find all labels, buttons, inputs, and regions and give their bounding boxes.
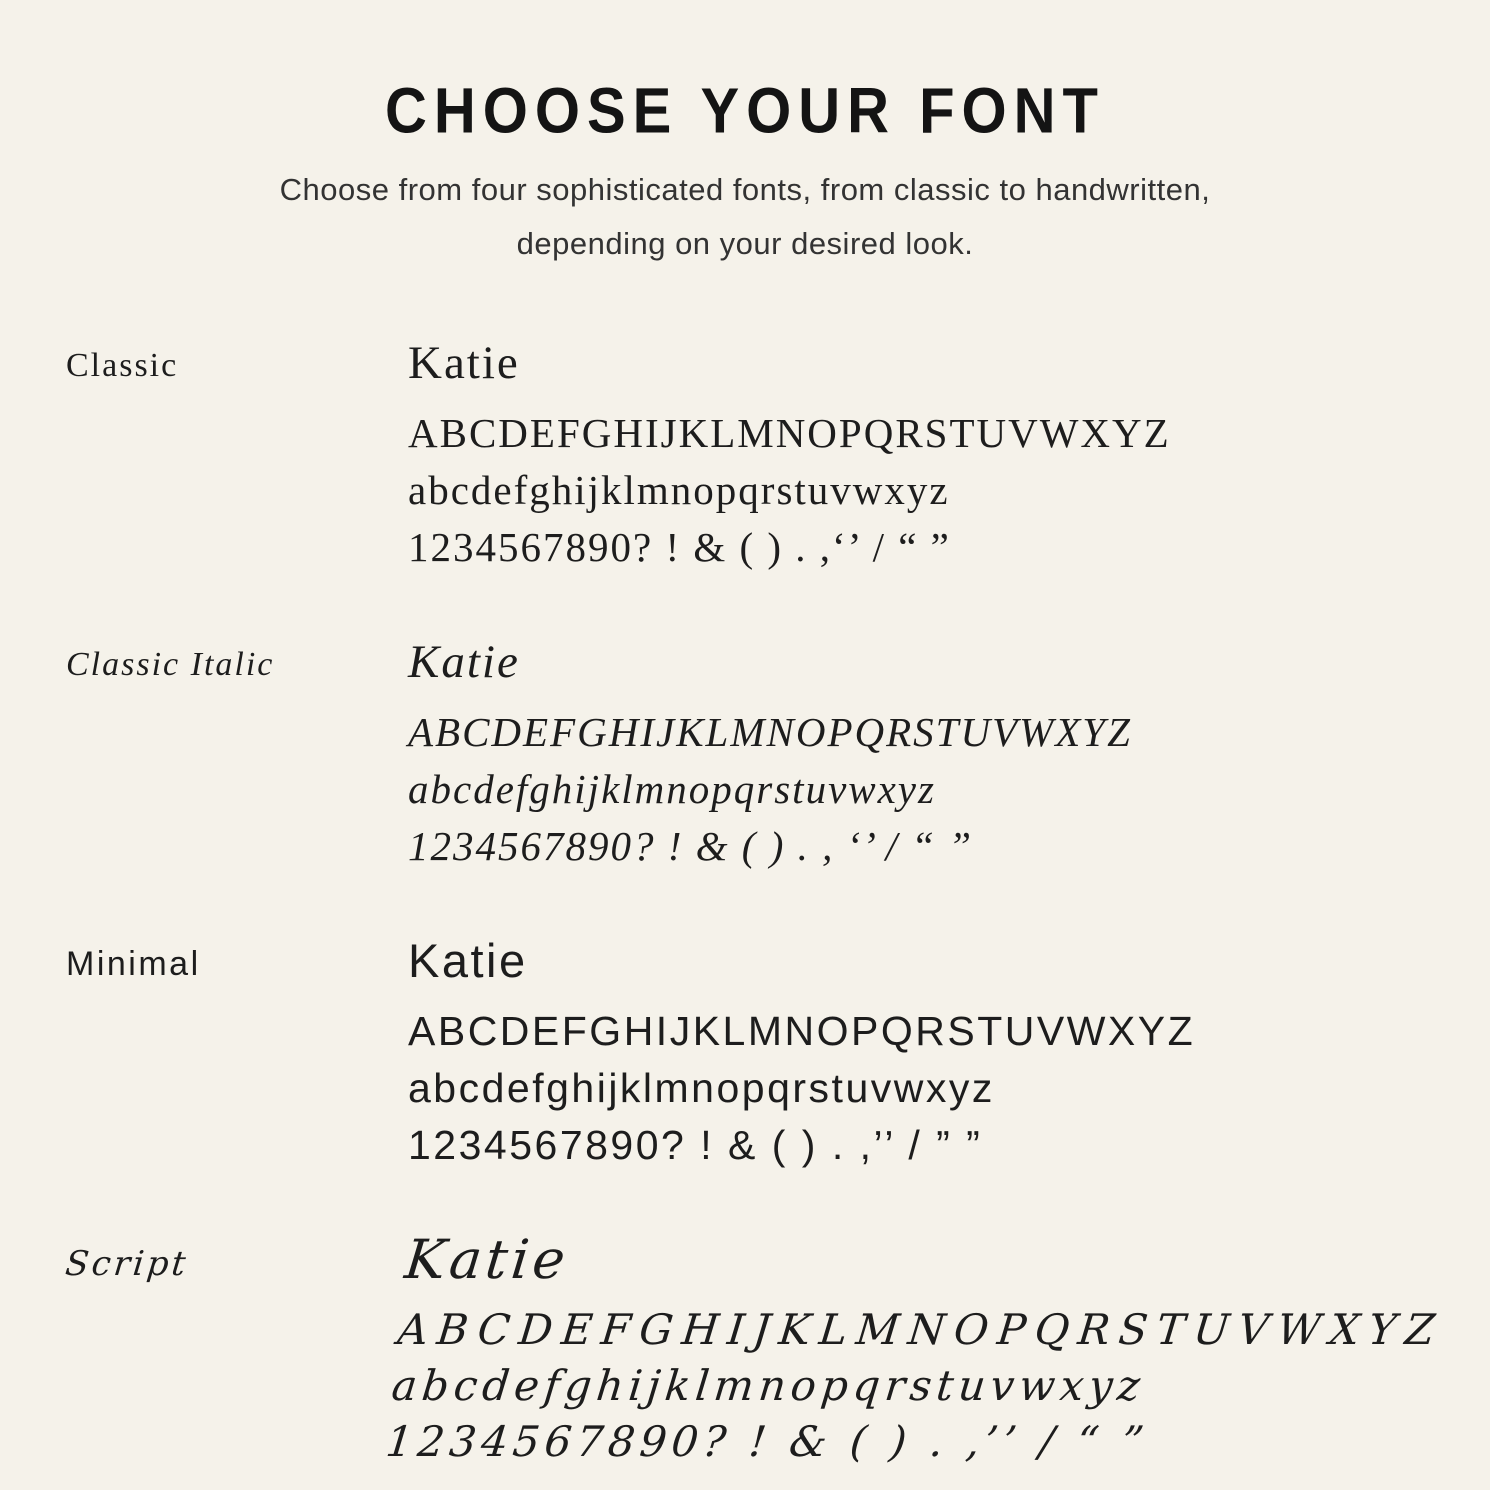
sample-lowercase: abcdefghijklmnopqrstuvwxyz: [408, 1065, 995, 1111]
sample-uppercase: ABCDEFGHIJKLMNOPQRSTUVWXYZ: [408, 709, 1132, 755]
font-samples-classic: [408, 337, 1490, 576]
font-option-classic: [0, 337, 1490, 576]
header: [0, 74, 1490, 271]
sample-uppercase: ABCDEFGHIJKLMNOPQRSTUVWXYZ: [408, 1008, 1196, 1054]
sample-numerals: 1234567890? ! & ( ) . , ‘’ / “ ”: [408, 823, 974, 869]
font-samples-minimal: [408, 935, 1490, 1174]
font-specimen-list: [0, 337, 1490, 1470]
sample-numerals: 1234567890? ! & ( ) . ,’’ / “ ”: [383, 1417, 1152, 1466]
subtitle-line-2: depending on your desired look.: [516, 226, 974, 261]
font-label-script: Script: [63, 1244, 191, 1284]
subtitle-line-1: Choose from four sophisticated fonts, from classic to handwritten,: [279, 172, 1211, 207]
subtitle: [0, 163, 1490, 271]
font-option-script: [0, 1228, 1490, 1470]
font-label-minimal: Minimal: [66, 945, 201, 983]
font-samples-classic-italic: [408, 636, 1490, 875]
sample-numerals: 1234567890? ! & ( ) . ,‘’ / “ ”: [408, 524, 951, 570]
font-label-classic: Classic: [66, 347, 179, 384]
sample-uppercase: ABCDEFGHIJKLMNOPQRSTUVWXYZ: [395, 1305, 1446, 1354]
sample-numerals: 1234567890? ! & ( ) . ,’’ / ” ”: [408, 1122, 983, 1168]
page-title: CHOOSE YOUR FONT: [385, 75, 1105, 147]
sample-name: Katie: [402, 1228, 573, 1291]
sample-lowercase: abcdefghijklmnopqrstuvwxyz: [408, 467, 950, 513]
font-samples-script: [383, 1228, 1490, 1470]
font-option-minimal: [0, 935, 1490, 1174]
font-option-classic-italic: [0, 636, 1490, 875]
sample-name: Katie: [408, 934, 528, 987]
sample-lowercase: abcdefghijklmnopqrstuvwxyz: [408, 766, 936, 812]
sample-name: Katie: [408, 636, 520, 688]
sample-lowercase: abcdefghijklmnopqrstuvwxyz: [389, 1361, 1148, 1410]
font-label-classic-italic: Classic Italic: [66, 646, 275, 683]
sample-name: Katie: [408, 337, 520, 389]
sample-uppercase: ABCDEFGHIJKLMNOPQRSTUVWXYZ: [408, 410, 1171, 456]
